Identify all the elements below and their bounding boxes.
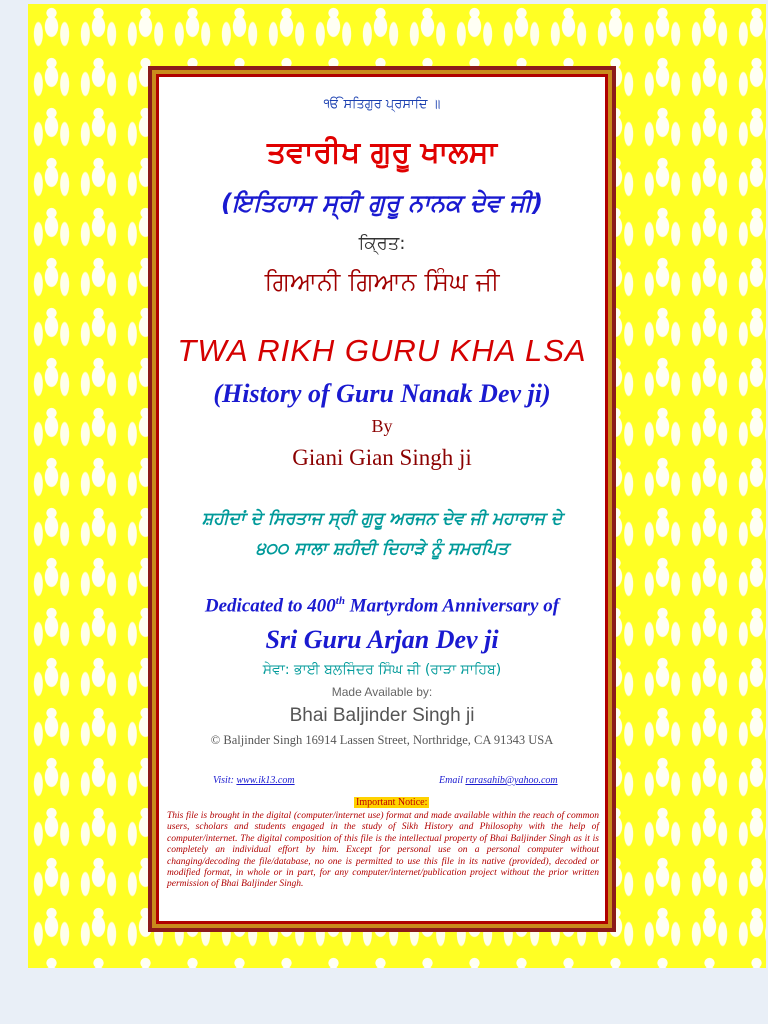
cover-content (159, 77, 605, 921)
punjabi-subtitle: (ਇਤਿਹਾਸ ਸ੍ਰੀ ਗੁਰੂ ਨਾਨਕ ਦੇਵ ਜੀ) (221, 189, 543, 217)
notice-heading: Important Notice: (356, 797, 428, 808)
email-link[interactable]: rarasahib@yahoo.com (465, 775, 558, 786)
dedication-english (159, 595, 605, 617)
english-title: TWA RIKH GURU KHA LSA (177, 333, 587, 368)
copyright-line: © Baljinder Singh 16914 Lassen Street, Northridge, CA 91343 USA (210, 733, 554, 747)
english-author: Giani Gian Singh ji (292, 445, 472, 470)
visit-link[interactable]: www.ik13.com (236, 775, 295, 786)
punjabi-author: ਗਿਆਨੀ ਗਿਆਨ ਸਿੰਘ ਜੀ (264, 267, 500, 296)
cover-frame (148, 66, 616, 932)
dedication-english-sup: th (335, 595, 345, 607)
visit-line (213, 775, 295, 786)
notice-text: This file is brought in the digital (computer/internet use) format and made available within the reach of common users, scholars and students engaged in the study of Sikh History and Philosophy with the help of computer/internet. The digital composition of this file is the intellectual property of Bhai Baljinder Singh as it is completely an individual effort by him. Except for personal use on a personal computer without changing/decoding the file/database, no one is permitted to use this file in its native (provided), decoded or modified format, in whole or in part, for any computer/internet/publication project without the prior written permission of Bhai Baljinder Singh. (167, 811, 599, 890)
email-line (439, 775, 558, 786)
punjabi-by-label: ਕ੍ਰਿਤ: (358, 233, 406, 254)
email-label: Email (439, 775, 466, 786)
visit-label: Visit: (213, 775, 237, 786)
dedication-punjabi-line-2: ੪੦੦ ਸਾਲਾ ਸ਼ਹੀਦੀ ਦਿਹਾੜੇ ਨੂੰ ਸਮਰਪਿਤ (255, 539, 509, 559)
dedication-punjabi-line-1: ਸ਼ਹੀਦਾਂ ਦੇ ਸਿਰਤਾਜ ਸ੍ਰੀ ਗੁਰੂ ਅਰਜਨ ਦੇਵ ਜੀ ਮਹਾਰਾਜ ਦੇ (201, 509, 563, 529)
dedication-english-pre: Dedicated to 400 (204, 595, 336, 617)
made-available-label: Made Available by: (331, 685, 433, 699)
seva-credit: ਸੇਵਾ: ਭਾਈ ਬਲਜਿੰਦਰ ਸਿੰਘ ਜੀ (ਰਾੜਾ ਸਾਹਿਬ) (262, 662, 502, 678)
dedication-english-post: Martyrdom Anniversary of (344, 595, 560, 617)
cover-inner-panel (156, 74, 608, 924)
dedication-guru-name: Sri Guru Arjan Dev ji (265, 625, 499, 654)
made-available-name: Bhai Baljinder Singh ji (289, 705, 475, 726)
mool-mantra: ੴ ਸਤਿਗੁਰ ਪ੍ਰਸਾਦਿ ॥ (323, 97, 441, 112)
english-by-label: By (371, 416, 393, 436)
punjabi-title: ਤਵਾਰੀਖ ਗੁਰੂ ਖਾਲਸਾ (266, 135, 498, 170)
english-subtitle: (History of Guru Nanak Dev ji) (213, 379, 551, 408)
